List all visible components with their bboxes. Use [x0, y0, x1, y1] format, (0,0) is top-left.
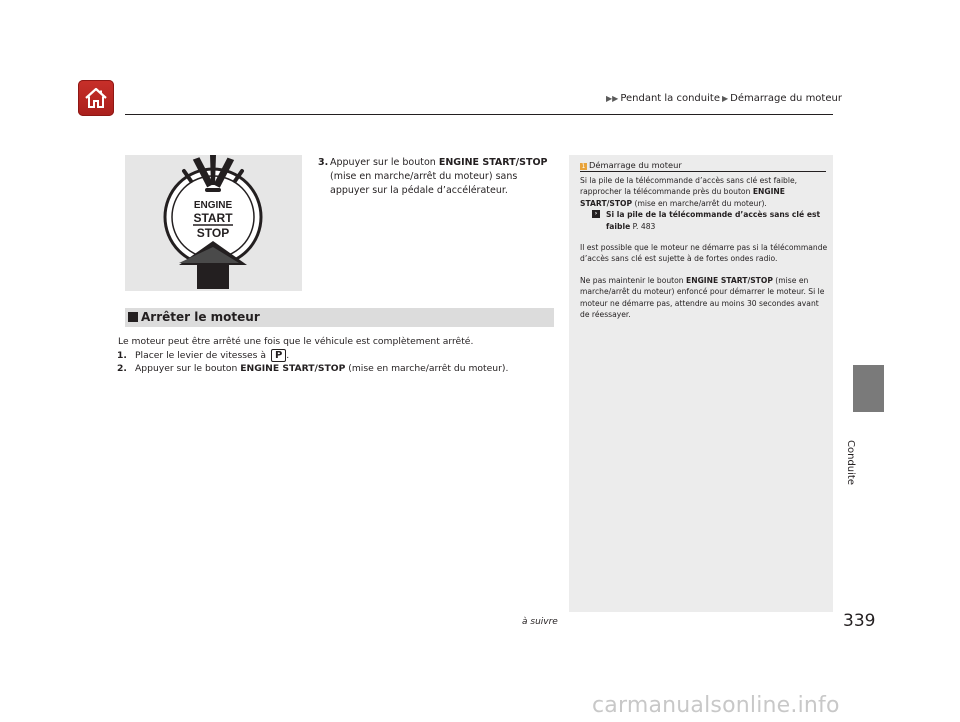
step-2: 2. Appuyer sur le bouton ENGINE START/STOP (mise en marche/arrêt du moteur). — [117, 363, 509, 374]
note-icon: 1 — [581, 163, 586, 170]
section-square-icon — [128, 312, 138, 322]
sidebar-cross-reference[interactable]: › Si la pile de la télécommande d’accès sans clé est faible P. 483 — [580, 209, 828, 232]
chapter-label: Conduite — [845, 440, 856, 485]
engine-start-button-illustration — [125, 155, 302, 291]
home-icon — [78, 80, 114, 116]
intro-paragraph: Le moteur peut être arrêté une fois que le véhicule est complètement arrêté. — [118, 336, 474, 347]
sidebar-note — [569, 155, 833, 612]
breadcrumb-item-conduite[interactable]: Pendant la conduite — [620, 93, 720, 104]
breadcrumb-arrow-icon: ▶ — [721, 94, 729, 103]
reference-arrow-icon: › — [592, 210, 600, 218]
stop-label: STOP — [196, 226, 230, 240]
engine-label: ENGINE — [193, 200, 233, 211]
sidebar-paragraph-2: Il est possible que le moteur ne démarre pas si la télécommande d’accès sans clé est sujette à de fortes ondes radio. — [580, 243, 828, 264]
home-button[interactable] — [78, 80, 114, 116]
body-text — [117, 335, 557, 376]
reference-page: P. 483 — [630, 221, 656, 231]
engine-start-stop-term: ENGINE START/STOP — [438, 157, 548, 168]
breadcrumb-arrow-icon: ▶▶ — [606, 94, 619, 103]
start-label: START — [193, 211, 233, 225]
watermark: carmanualsonline.info — [592, 693, 840, 718]
breadcrumb-item-demarrage[interactable]: Démarrage du moteur — [730, 93, 842, 104]
breadcrumb — [604, 93, 842, 104]
continued-label: à suivre — [522, 617, 558, 627]
step-3: 3. Appuyer sur le bouton ENGINE START/STOP (mise en marche/arrêt du moteur) sans appuyer sur la pédale d’accélérateur. — [318, 157, 548, 196]
sidebar-heading: 1 Démarrage du moteur — [581, 160, 682, 170]
sidebar-heading-rule — [580, 171, 826, 172]
step-number: 3. — [318, 157, 329, 168]
sidebar-paragraph-1: Si la pile de la télécommande d’accès sans clé est faible, rapprocher la télécommande près du bouton ENGINE START/STOP (mise en marche/arrêt du moteur). — [580, 176, 798, 208]
chapter-tab[interactable] — [853, 365, 884, 412]
section-header — [125, 308, 554, 327]
header-rule — [125, 114, 833, 115]
section-title: Arrêter le moteur — [141, 310, 260, 324]
page-number: 339 — [843, 611, 876, 631]
gear-p-badge: P — [271, 349, 286, 362]
sidebar-paragraph-3: Ne pas maintenir le bouton ENGINE START/STOP (mise en marche/arrêt du moteur) enfoncé pour démarrer le moteur. Si le moteur ne démarre pas, attendre au moins 30 secondes avant de réessayer. — [580, 275, 825, 320]
step-1: 1. Placer le levier de vitesses à P . — [117, 349, 290, 361]
